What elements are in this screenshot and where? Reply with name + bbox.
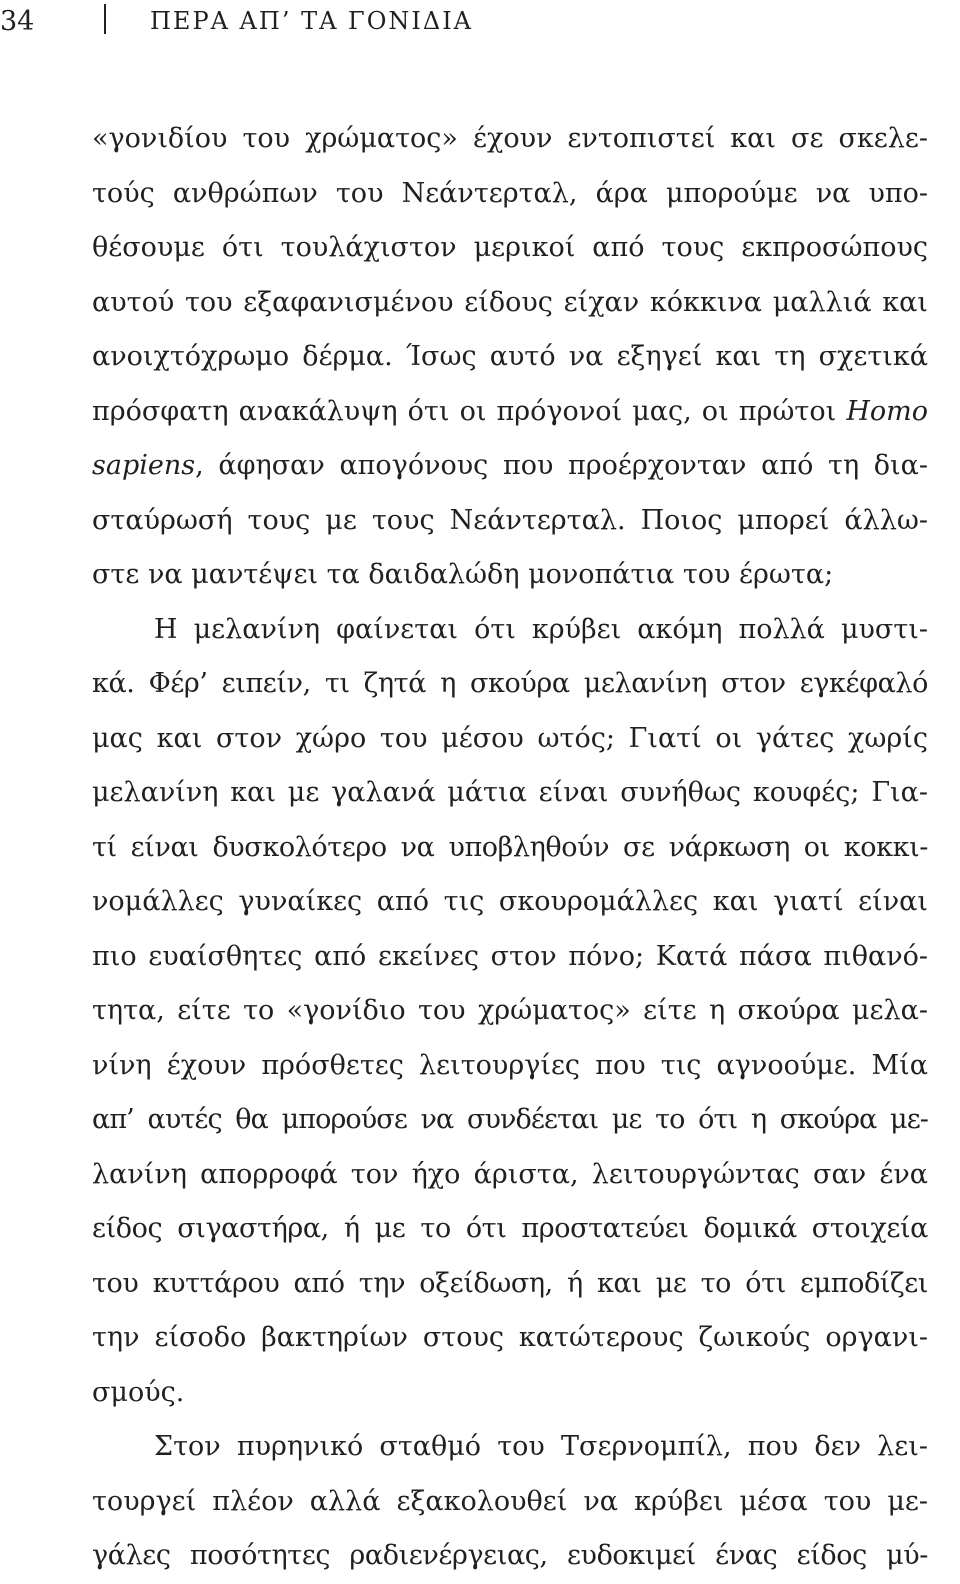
text-line: «γονιδίου του χρώματος» έχουν εντοπιστεί και σε σκελε- xyxy=(92,123,928,154)
text-line: μελανίνη και με γαλανά μάτια είναι συνήθως κουφές; Για- xyxy=(92,777,928,808)
text-line: σμούς. xyxy=(92,1376,185,1408)
text-line: τουργεί πλέον αλλά εξακολουθεί να κρύβει μέσα του με- xyxy=(92,1485,928,1517)
text-line: τητα, είτε το «γονίδιο του χρώματος» είτε η σκούρα μελα- xyxy=(92,995,928,1026)
paragraph-first-line: Στον πυρηνικό σταθμό του Τσερνομπίλ, που δεν λει- xyxy=(154,1431,928,1462)
text-run: , άφησαν απογόνους που προέρχονταν από τη δια- xyxy=(195,450,928,481)
italic-term: sapiens xyxy=(92,450,196,481)
text-line: απ’ αυτές θα μπορούσε να συνδέεται με το ότι η σκούρα με- xyxy=(92,1104,928,1135)
paragraph-first-line: Η μελανίνη φαίνεται ότι κρύβει ακόμη πολλά μυστι- xyxy=(154,613,928,645)
text-line: τούς ανθρώπων του Νεάντερταλ, άρα μπορούμε να υπο- xyxy=(92,177,928,209)
body-text xyxy=(92,112,928,1584)
text-line: ανοιχτόχρωμο δέρμα. Ίσως αυτό να εξηγεί και τη σχετικά xyxy=(92,341,928,372)
text-line: είδος σιγαστήρα, ή με το ότι προστατεύει δομικά στοιχεία xyxy=(92,1213,928,1244)
text-line: σταύρωσή τους με τους Νεάντερταλ. Ποιος μπορεί άλλω- xyxy=(92,504,928,536)
text-line: την είσοδο βακτηρίων στους κατώτερους ζωικούς οργανι- xyxy=(92,1322,928,1353)
text-line: νομάλλες γυναίκες από τις σκουρομάλλες και γιατί είναι xyxy=(92,886,928,917)
text-line: λανίνη απορροφά τον ήχο άριστα, λειτουργώντας σαν ένα xyxy=(92,1158,928,1190)
page-number: 34 xyxy=(0,6,35,37)
text-line: αυτού του εξαφανισμένου είδους είχαν κόκκινα μαλλιά και xyxy=(92,286,928,318)
text-line: μας και στον χώρο του μέσου ωτός; Γιατί οι γάτες χωρίς xyxy=(92,722,928,754)
text-line: θέσουμε ότι τουλάχιστον μερικοί από τους εκπροσώπους xyxy=(92,232,928,263)
text-run: πρόσφατη ανακάλυψη ότι οι πρόγονοί μας, οι πρώτοι xyxy=(92,395,847,427)
running-title: ΠΕΡΑ ΑΠ’ ΤΑ ΓΟΝΙΔΙΑ xyxy=(150,7,473,35)
text-line: γάλες ποσότητες ραδιενέργειας, ευδοκιμεί ένας είδος μύ- xyxy=(92,1540,928,1571)
text-line: του κυττάρου από την οξείδωση, ή και με το ότι εμποδίζει xyxy=(92,1267,928,1299)
italic-term: Homo xyxy=(846,395,928,427)
text-line: πιο ευαίσθητες από εκείνες στον πόνο; Κατά πάσα πιθανό- xyxy=(92,940,928,972)
text-line: νίνη έχουν πρόσθετες λειτουργίες που τις αγνοούμε. Μία xyxy=(92,1049,928,1081)
text-line xyxy=(92,385,928,440)
text-line: τί είναι δυσκολότερο να υποβληθούν σε νάρκωση οι κοκκι- xyxy=(92,831,928,863)
text-line: κά. Φέρ’ ειπείν, τι ζητά η σκούρα μελανίνη στον εγκέφαλό xyxy=(92,668,928,699)
text-line: στε να μαντέψει τα δαιδαλώδη μονοπάτια του έρωτα; xyxy=(92,559,834,590)
header-divider xyxy=(104,4,106,34)
text-line xyxy=(92,439,928,494)
